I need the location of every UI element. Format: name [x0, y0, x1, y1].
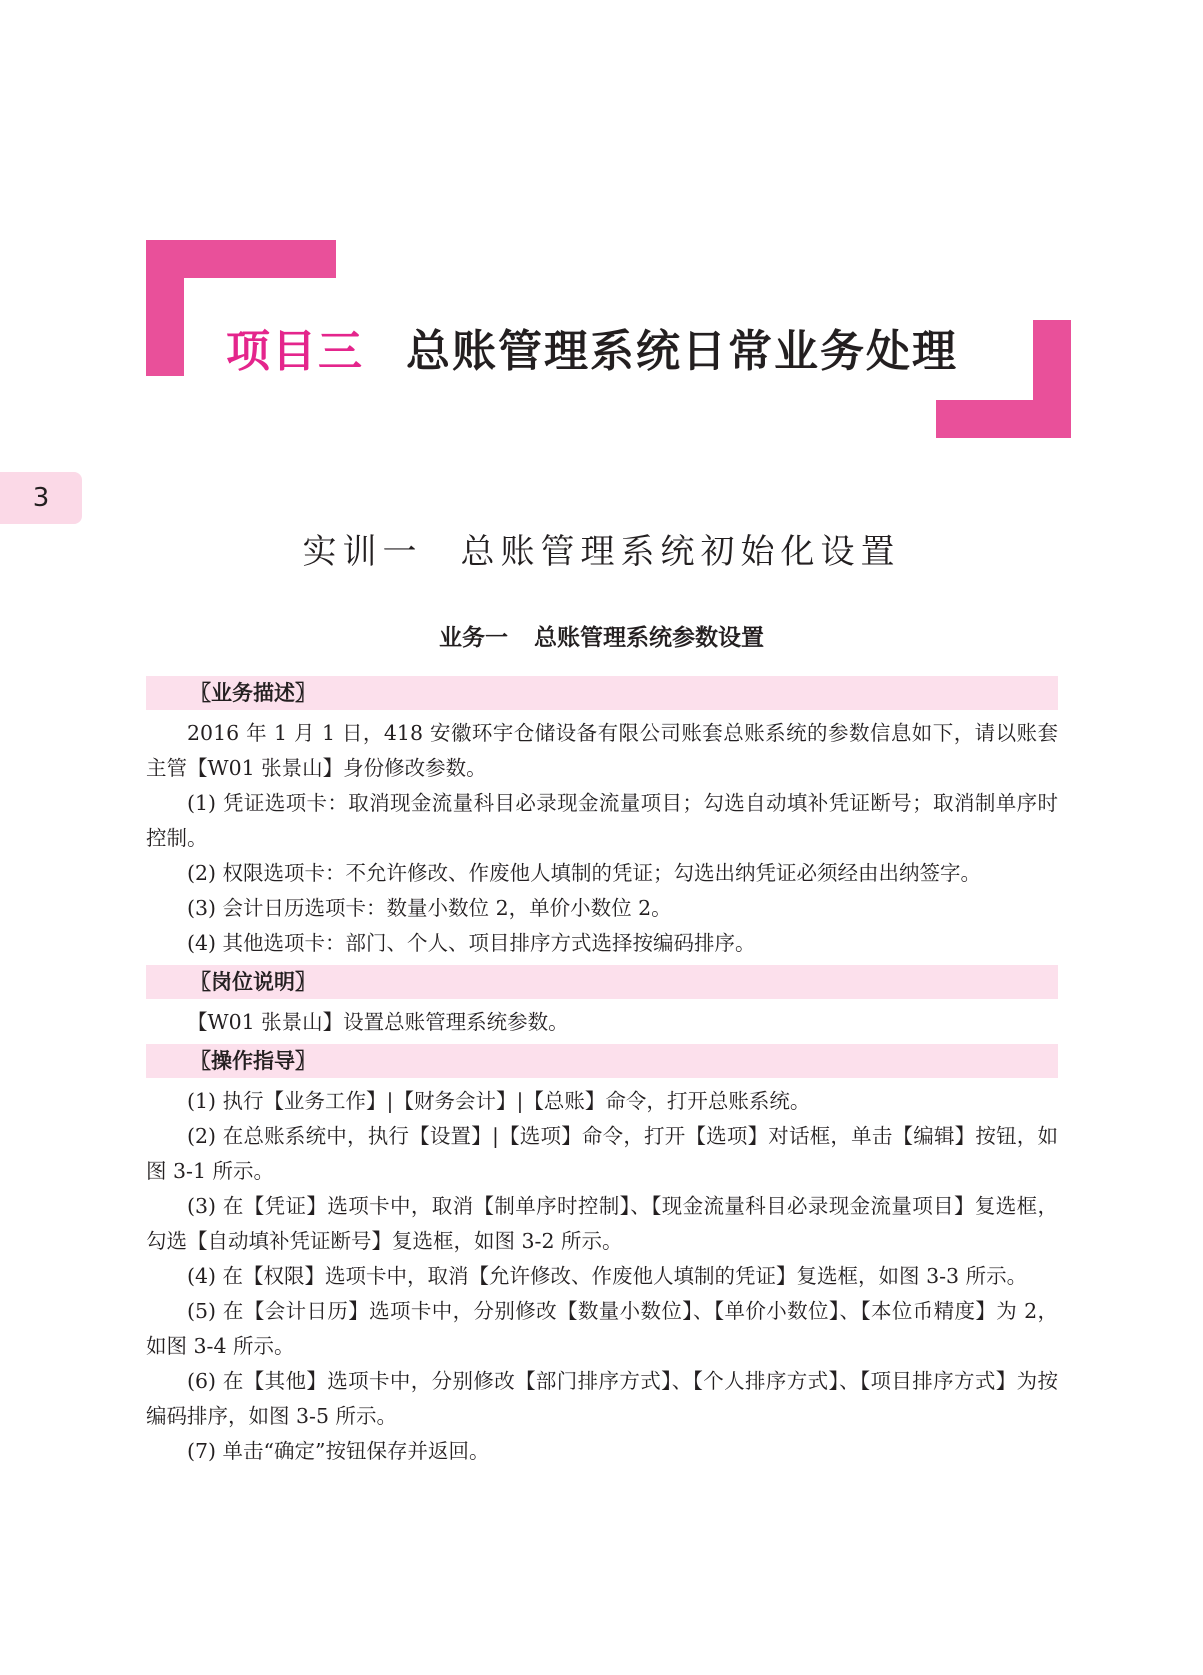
chapter-name: 总账管理系统日常业务处理	[406, 326, 958, 377]
chapter-project-label: 项目三	[226, 326, 364, 377]
section-name: 总账管理系统初始化设置	[460, 532, 901, 572]
paragraph: (4) 其他选项卡：部门、个人、项目排序方式选择按编码排序。	[187, 931, 756, 955]
paragraph: (6) 在【其他】选项卡中，分别修改【部门排序方式】、【个人排序方式】、【项目排序方式】为按编码排序，如图 3-5 所示。	[146, 1369, 1058, 1428]
heading-band-position-notes: 〖岗位说明〗	[146, 965, 1058, 999]
task-title	[0, 622, 1203, 654]
paragraph: (5) 在【会计日历】选项卡中，分别修改【数量小数位】、【单价小数位】、【本位币精度】为 2，如图 3-4 所示。	[146, 1299, 1058, 1358]
paragraph: 【W01 张景山】设置总账管理系统参数。	[187, 1010, 569, 1034]
paragraph: (1) 凭证选项卡：取消现金流量科目必录现金流量项目；勾选自动填补凭证断号；取消制单序时控制。	[146, 791, 1058, 850]
paragraph: 2016 年 1 月 1 日，418 安徽环宇仓储设备有限公司账套总账系统的参数信息如下，请以账套主管【W01 张景山】身份修改参数。	[146, 721, 1058, 780]
task-name: 总账管理系统参数设置	[534, 625, 764, 651]
paragraph: (3) 会计日历选项卡：数量小数位 2，单价小数位 2。	[187, 896, 672, 920]
paragraph: (7) 单击“确定”按钮保存并返回。	[187, 1439, 490, 1463]
chapter-title	[226, 322, 1026, 382]
paragraph: (4) 在【权限】选项卡中，取消【允许修改、作废他人填制的凭证】复选框，如图 3-3 所示。	[187, 1264, 1028, 1288]
body-content	[146, 676, 1058, 1469]
bracket-top-left-vertical	[146, 240, 184, 376]
heading-band-operation-guide: 〖操作指导〗	[146, 1044, 1058, 1078]
paragraph: (1) 执行【业务工作】|【财务会计】|【总账】命令，打开总账系统。	[187, 1089, 811, 1113]
heading-band-business-description: 〖业务描述〗	[146, 676, 1058, 710]
page-number-tab: 3	[0, 472, 82, 524]
section-title	[0, 530, 1203, 574]
paragraph: (2) 在总账系统中，执行【设置】|【选项】命令，打开【选项】对话框，单击【编辑】按钮，如图 3-1 所示。	[146, 1124, 1058, 1183]
bracket-bottom-right-horizontal	[936, 400, 1071, 438]
paragraph: (3) 在【凭证】选项卡中，取消【制单序时控制】、【现金流量科目必录现金流量项目】复选框，勾选【自动填补凭证断号】复选框，如图 3-2 所示。	[146, 1194, 1058, 1253]
paragraph: (2) 权限选项卡：不允许修改、作废他人填制的凭证；勾选出纳凭证必须经由出纳签字。	[187, 861, 982, 885]
task-label: 业务一	[439, 625, 508, 651]
section-label: 实训一	[302, 532, 423, 572]
